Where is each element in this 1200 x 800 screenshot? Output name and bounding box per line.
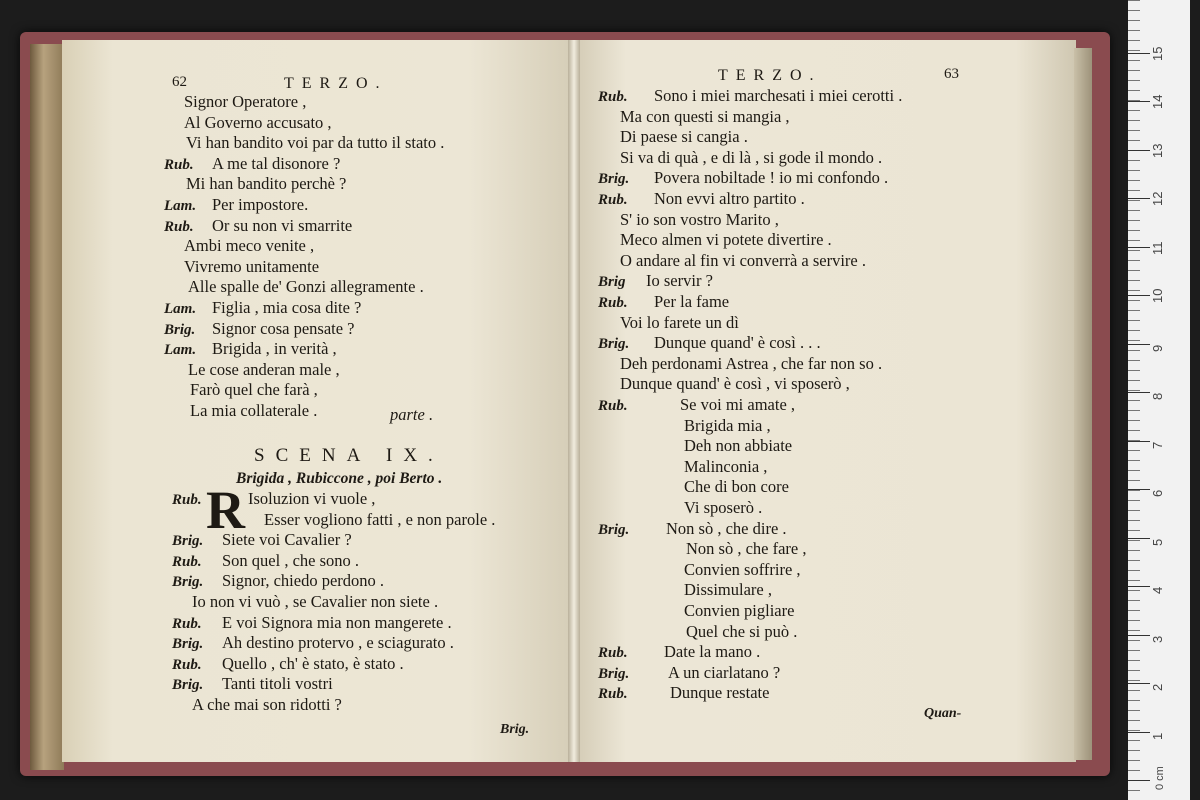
verse-line: Non sò , che dire . xyxy=(666,518,787,538)
ruler-major-tick xyxy=(1128,732,1150,733)
verse-line: Dunque restate xyxy=(670,683,770,703)
verse-line: Figlia , mia cosa dite ? xyxy=(212,298,362,317)
right-page-number: 63 xyxy=(944,66,959,82)
speaker-label: Lam. xyxy=(164,342,197,359)
verse-line: Signor cosa pensate ? xyxy=(212,318,355,338)
ruler-major-tick xyxy=(1128,441,1150,442)
scene-characters: Brigida , Rubiccone , poi Berto . xyxy=(236,470,443,487)
verse-line: A un ciarlatano ? xyxy=(668,662,781,682)
ruler-number: 7 xyxy=(1150,441,1165,449)
ruler-number: 15 xyxy=(1150,46,1165,61)
ruler-number: 2 xyxy=(1150,683,1165,691)
verse-line: E voi Signora mia non mangerete . xyxy=(222,612,452,632)
ruler-major-tick xyxy=(1128,150,1150,151)
book-fore-edge-left xyxy=(30,44,64,770)
speaker-label: Brig. xyxy=(172,636,204,653)
verse-line: Signor, chiedo perdono . xyxy=(222,571,385,591)
verse-line: Vi han bandito voi par da tutto il stato . xyxy=(186,133,445,153)
left-catchword: Brig. xyxy=(500,722,530,737)
verse-line: Siete voi Cavalier ? xyxy=(222,530,352,550)
verse-line: Mi han bandito perchè ? xyxy=(186,174,347,194)
verse-line: Per impostore. xyxy=(212,195,309,214)
verse-line: Ma con questi si mangia , xyxy=(620,106,790,126)
ruler-major-tick xyxy=(1128,53,1150,54)
left-running-head: TERZO. xyxy=(284,75,388,92)
speaker-label: Rub. xyxy=(598,398,628,414)
verse-line: Vivremo unitamente xyxy=(184,256,320,276)
speaker-label: Rub. xyxy=(172,615,202,632)
verse-line: Per la fame xyxy=(654,292,730,311)
verse-line: Di paese si cangia . xyxy=(620,127,748,147)
speaker-label: Brig. xyxy=(598,665,630,682)
ruler-number: 10 xyxy=(1150,288,1165,303)
verse-line: Convien pigliare xyxy=(684,601,795,620)
right-running-head: TERZO. xyxy=(718,67,822,84)
verse-line: Le cose anderan male , xyxy=(188,359,340,379)
verse-line: Esser vogliono fatti , e non parole . xyxy=(264,509,496,529)
verse-line: Al Governo accusato , xyxy=(184,112,332,132)
ruler-major-tick xyxy=(1128,344,1150,345)
ruler-major-tick xyxy=(1128,101,1150,102)
verse-line: Meco almen vi potete divertire . xyxy=(620,230,832,250)
ruler-number: 14 xyxy=(1150,94,1165,109)
verse-line: Se voi mi amate , xyxy=(680,395,796,414)
speaker-label: Brig xyxy=(598,274,626,291)
verse-line: Io non vi vuò , se Cavalier non siete . xyxy=(192,592,439,611)
speaker-label: Rub. xyxy=(598,192,628,208)
verse-line: Malinconia , xyxy=(684,456,768,476)
ruler-major-tick xyxy=(1128,247,1150,248)
verse-line: Voi lo farete un dì xyxy=(620,312,739,332)
verse-line: Son quel , che sono . xyxy=(222,550,360,570)
verse-line: Isoluzion vi vuole , xyxy=(248,489,376,508)
speaker-label: Rub. xyxy=(598,89,628,105)
measurement-ruler xyxy=(1128,0,1190,800)
speaker-label: Brig. xyxy=(598,171,630,188)
speaker-label: Brig. xyxy=(172,677,204,694)
verse-line: Signor Operatore , xyxy=(184,92,307,111)
speaker-label: Brig. xyxy=(598,521,630,538)
speaker-label: Rub. xyxy=(164,156,194,173)
verse-line: Quello , ch' è stato, è stato . xyxy=(222,653,404,673)
ruler-major-tick xyxy=(1128,295,1150,296)
verse-line: Quel che si può . xyxy=(686,621,798,641)
ruler-number: 4 xyxy=(1150,586,1165,594)
speaker-label: Rub. xyxy=(172,656,202,673)
verse-line: Ah destino protervo , e sciagurato . xyxy=(222,633,454,653)
verse-line: Deh perdonami Astrea , che far non so . xyxy=(620,353,883,373)
verse-line: Deh non abbiate xyxy=(684,436,793,456)
verse-line: Or su non vi smarrite xyxy=(212,215,353,235)
ruler-number: 11 xyxy=(1150,241,1165,255)
speaker-label: Rub. xyxy=(172,492,202,508)
verse-line: Non evvi altro partito . xyxy=(654,189,805,208)
ruler-major-tick xyxy=(1128,392,1150,393)
ruler-major-tick xyxy=(1128,586,1150,587)
book-fore-edge-right xyxy=(1074,48,1092,760)
speaker-label: Brig. xyxy=(164,321,196,338)
drop-cap: R xyxy=(206,480,245,540)
speaker-label: Rub. xyxy=(172,553,202,570)
speaker-label: Rub. xyxy=(598,645,628,662)
verse-line: Povera nobiltade ! io mi confondo . xyxy=(654,168,889,188)
ruler-number: 3 xyxy=(1150,635,1165,643)
verse-line: Dunque quand' è così , vi sposerò , xyxy=(620,374,850,394)
verse-line: Brigida mia , xyxy=(684,415,771,435)
verse-line: S' io son vostro Marito , xyxy=(620,209,779,229)
ruler-major-tick xyxy=(1128,683,1150,684)
speaker-label: Lam. xyxy=(164,198,197,214)
verse-line: Che di bon core xyxy=(684,477,789,497)
verse-line: Dissimulare , xyxy=(684,580,772,600)
ruler-major-tick xyxy=(1128,635,1150,636)
verse-line: Dunque quand' è così . . . xyxy=(654,333,821,353)
verse-line: La mia collaterale . xyxy=(190,401,318,420)
verse-line: Io servir ? xyxy=(646,271,713,291)
speaker-label: Lam. xyxy=(164,301,197,317)
verse-line: Vi sposerò . xyxy=(684,498,763,517)
ruler-number: 9 xyxy=(1150,344,1165,352)
left-page-number: 62 xyxy=(172,74,187,90)
ruler-major-tick xyxy=(1128,198,1150,199)
ruler-number: 1 xyxy=(1150,732,1165,740)
verse-line: Sono i miei marchesati i miei cerotti . xyxy=(654,86,903,105)
ruler-major-tick xyxy=(1128,489,1150,490)
verse-line: Tanti titoli vostri xyxy=(222,674,333,694)
book-gutter xyxy=(568,40,580,762)
verse-line: Si va di quà , e di là , si gode il mondo . xyxy=(620,147,883,167)
right-catchword: Quan- xyxy=(924,706,962,721)
ruler-major-tick xyxy=(1128,780,1150,781)
speaker-label: Brig. xyxy=(172,574,204,591)
verse-line: A me tal disonore ? xyxy=(212,153,341,173)
verse-line: O andare al fin vi converrà a servire . xyxy=(620,250,867,270)
verse-line: Farò quel che farà , xyxy=(190,380,318,400)
verse-line: Alle spalle de' Gonzi allegramente . xyxy=(188,277,424,297)
ruler-number: 8 xyxy=(1150,392,1165,400)
verse-line: Non sò , che fare , xyxy=(686,539,807,559)
verse-line: A che mai son ridotti ? xyxy=(192,695,342,714)
verse-line: Ambi meco venite , xyxy=(184,236,315,256)
scene-title: SCENA IX. xyxy=(254,445,444,466)
verse-line: Date la mano . xyxy=(664,642,761,662)
ruler-major-tick xyxy=(1128,538,1150,539)
ruler-unit-label: 0 cm xyxy=(1154,766,1166,790)
ruler-number: 13 xyxy=(1150,143,1165,158)
stage-direction: parte . xyxy=(390,405,434,424)
speaker-label: Brig. xyxy=(172,533,204,550)
ruler-number: 12 xyxy=(1150,191,1165,206)
speaker-label: Rub. xyxy=(164,218,194,235)
speaker-label: Brig. xyxy=(598,336,630,353)
speaker-label: Rub. xyxy=(598,686,628,703)
verse-line: Convien soffrire , xyxy=(684,559,801,579)
verse-line: Brigida , in verità , xyxy=(212,339,337,359)
speaker-label: Rub. xyxy=(598,295,628,311)
ruler-number: 5 xyxy=(1150,538,1165,546)
ruler-number: 6 xyxy=(1150,489,1165,497)
